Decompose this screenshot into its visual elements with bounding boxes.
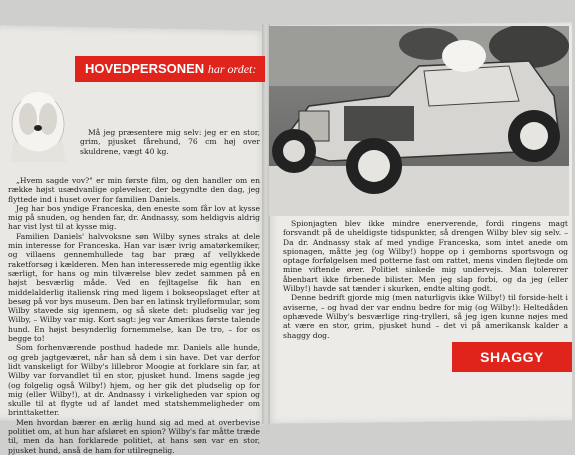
paragraph: „Hvem sagde vov?" er min første film, og den handler om en række højst usædvanlige oplevelser, der begyndte den dag, jeg flyttede ind i huset over for familien Daniels. xyxy=(8,176,260,204)
paragraph: Men hvordan bærer en ærlig hund sig ad med at overbevise politiet om, at hun har afsløret en spion? Wilby's far måtte træde til, men da han forklarede politiet, at hans søn var en stor, pjusket hund, anså de ham for utilregnelig. xyxy=(8,417,260,455)
shaggy-banner: SHAGGY xyxy=(452,342,572,372)
paragraph: Jeg har bos yndige Franceska, den eneste som får lov at kysse mig på snuden, og henden far, dr. Andnassy, som heldigvis aldrig har vist lyst til at kysse mig. xyxy=(8,203,260,232)
heading-banner xyxy=(75,56,265,82)
sheepdog-portrait-image xyxy=(6,84,70,162)
heading-title: HOVEDPERSONEN xyxy=(85,61,205,76)
paragraph: Spionjagten blev ikke mindre enerverende, fordi ringens magt forsvandt på de uheldigste tidspunkter, så drengen Wilby blev sig selv. – Da dr. Andnassy stak af med yndige Franceska, som intet anede om spionagen, måtte jeg (og Wilby!) hoppe op i gemborns sportsvogn og optage forfølgelsen med potterne fast om rattet, mens vinden flejtede om mine viftende ører. Politiet sinkede mig undervejs. Man tolererer åbenbart ikke firbenede bilister. Men jeg slap forbi, og da jeg (eller Wilby!) havde sat tænder i skurken, endte alting godt. xyxy=(283,219,568,294)
car-photo-image xyxy=(269,26,569,216)
paragraph: Familien Daniels' halvvoksne søn Wilby synes straks at dele min interesse for Franceska. Han var især ivrig amatørkemiker, og villaens gennemhullede tag bar præg af vellykkede raketforsøg i kælderen. Men han interesserede mig egentlig ikke særligt, for hans og min tilværelse blev zedet sammen på en højst besværlig måde. Ved en fejltagelse fik han en middelalderlig italiensk ring med ligem i bokseopslaget efter at besøg på vor bys museum. Den bar en latinsk trylleformular, som Wilby stavede sig igennem, og så skete det: pludselig var jeg Wilby, – Wilby var mig. Kort sagt: jeg var Amerikas første talende hund. En højst besynderlig fornemmelse, kan De tro, – for os begge to! xyxy=(8,231,260,344)
left-body-text xyxy=(8,176,260,455)
paragraph: Denne bedrift gjorde mig (men naturligvis ikke Wilby!) til forside-helt i aviserne, – og hvad der var endnu bedre for mig (og Wilby!): Heltedåden ophævede Wilby's besværlige ring-trylleri, så jeg igen kunne nøjes med at være en stor, grim, pjusket hund – det vi på amerikansk kalder a shaggy dog. xyxy=(283,293,568,340)
right-body-text xyxy=(283,219,568,340)
paragraph: Som forhenværende posthud hadede mr. Daniels alle hunde, og greb jagtgeværet, når han så dem i sin have. Det var derfor lidt vanskeligt for Wilby's lillebror Moogie at forklare sin far, at Wilby var forvandlet til en stor, pjusket hund. Imens sagde jeg (og folgelig også Wilby!) hjem, og her gik det pludselig op for mig (eller Wilby!), at dr. Andnassy i virkeligheden var spion og skulle til at flygte ud af landet med statshemmeligheder om brinttaketter. xyxy=(8,343,260,418)
intro-text: Må jeg præsentere mig selv: jeg er en stor, grim, pjusket fårehund, 76 cm høj over skuldrene, vægt 40 kg. xyxy=(80,128,260,156)
heading-subtitle: har ordet: xyxy=(207,62,257,76)
